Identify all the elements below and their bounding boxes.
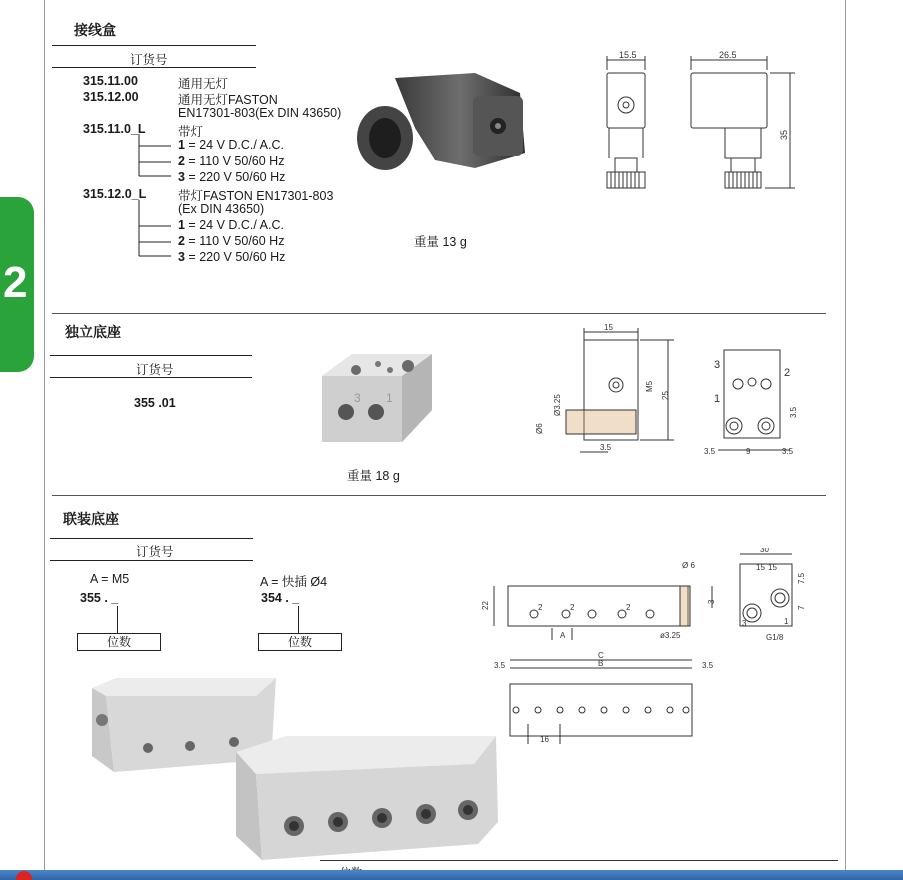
svg-text:30: 30 (760, 548, 769, 554)
svg-text:Ø6: Ø6 (535, 423, 544, 434)
dim-label: 26.5 (719, 50, 737, 60)
svg-text:A: A (560, 631, 566, 640)
svg-text:2: 2 (784, 367, 791, 379)
svg-text:3.5: 3.5 (702, 661, 714, 670)
svg-text:3.5: 3.5 (704, 447, 716, 456)
voltage-option: 3 = 220 V 50/60 Hz (178, 170, 286, 184)
svg-text:3: 3 (742, 619, 747, 628)
voltage-option: 1 = 24 V D.C./ A.C. (178, 218, 284, 232)
svg-text:15: 15 (604, 323, 613, 332)
svg-text:B: B (598, 659, 604, 668)
svg-text:16: 16 (540, 735, 549, 744)
svg-text:G1/8: G1/8 (766, 633, 784, 642)
order-code: 315.11.00 (83, 74, 138, 88)
junction-box-drawing (595, 48, 805, 198)
variant-label: A = 快插 Ø4 (260, 575, 328, 589)
svg-text:2: 2 (538, 603, 543, 612)
dim-label: 35 (779, 129, 789, 140)
svg-text:3.5: 3.5 (782, 447, 794, 456)
variant-label: A = M5 (90, 572, 130, 586)
voltage-option: 1 = 24 V D.C./ A.C. (178, 138, 284, 152)
left-margin-line (44, 0, 45, 870)
svg-text:1: 1 (386, 391, 393, 405)
weight-label: 重量 18 g (347, 469, 400, 483)
app-icon[interactable] (16, 871, 32, 880)
svg-text:3.5: 3.5 (600, 443, 612, 452)
svg-text:3.5: 3.5 (789, 406, 798, 418)
svg-text:2: 2 (570, 603, 575, 612)
table-top-border (320, 860, 838, 861)
divider (50, 355, 252, 356)
svg-text:3: 3 (707, 599, 716, 604)
single-base-photo (318, 348, 438, 448)
svg-text:25: 25 (661, 391, 670, 400)
order-header: 订货号 (136, 545, 174, 559)
svg-text:1: 1 (714, 393, 721, 405)
svg-text:9: 9 (746, 447, 751, 456)
svg-text:7.5: 7.5 (797, 572, 806, 584)
right-margin-line (845, 0, 846, 870)
manifold-photo (86, 676, 506, 862)
svg-text:15: 15 (756, 563, 765, 572)
section-title-junction-box: 接线盒 (74, 22, 116, 38)
order-code: 354 . _ (261, 591, 300, 605)
svg-text:Ø 6: Ø 6 (682, 561, 695, 570)
section-title-manifold-base: 联装底座 (63, 511, 119, 527)
taskbar (0, 870, 903, 880)
svg-text:ø3.25: ø3.25 (660, 631, 681, 640)
order-code: 355 . _ (80, 591, 119, 605)
voltage-option: 3 = 220 V 50/60 Hz (178, 250, 286, 264)
order-desc: (Ex DIN 43650) (178, 202, 265, 216)
divider (50, 560, 253, 561)
chapter-number: 2 (3, 258, 28, 307)
single-base-drawing (528, 322, 818, 462)
svg-text:3: 3 (714, 359, 721, 371)
order-desc: 带灯 (178, 125, 204, 139)
junction-box-photo (355, 68, 535, 178)
voltage-option: 2 = 110 V 50/60 Hz (178, 154, 285, 168)
section-title-single-base: 独立底座 (65, 324, 121, 340)
voltage-tree-2 (135, 198, 175, 260)
order-code: 355 .01 (134, 396, 176, 410)
divider (52, 67, 256, 68)
svg-text:22: 22 (481, 601, 490, 610)
divider (52, 45, 256, 46)
order-code: 315.11.0_L (83, 122, 146, 136)
digit-count-box: 位数 (258, 633, 342, 651)
order-code: 315.12.0_L (83, 187, 147, 201)
order-desc: EN17301-803(Ex DIN 43650) (178, 106, 342, 120)
leader-line (298, 606, 299, 634)
order-desc: 带灯FASTON EN17301-803 (178, 189, 334, 203)
leader-line (117, 606, 118, 634)
weight-label: 重量 13 g (414, 235, 467, 249)
svg-text:M5: M5 (645, 380, 654, 392)
divider (50, 377, 252, 378)
svg-text:15: 15 (768, 563, 777, 572)
svg-text:C: C (598, 651, 604, 660)
svg-text:3: 3 (354, 391, 361, 405)
section-divider (52, 495, 826, 496)
svg-text:3.5: 3.5 (494, 661, 506, 670)
section-divider (52, 313, 826, 314)
digit-count-box: 位数 (77, 633, 161, 651)
svg-text:Ø3.25: Ø3.25 (553, 394, 562, 416)
order-desc: 通用无灯FASTON (178, 93, 278, 107)
svg-text:2: 2 (626, 603, 631, 612)
manifold-drawing (480, 548, 810, 744)
voltage-option: 2 = 110 V 50/60 Hz (178, 234, 285, 248)
order-header: 订货号 (130, 53, 168, 67)
order-code: 315.12.00 (83, 90, 139, 104)
svg-text:1: 1 (784, 617, 789, 626)
voltage-tree-1 (135, 132, 175, 180)
order-header: 订货号 (136, 363, 174, 377)
divider (50, 538, 253, 539)
order-desc: 通用无灯 (178, 77, 229, 91)
dim-label: 15.5 (619, 50, 637, 60)
svg-text:7: 7 (797, 605, 806, 610)
